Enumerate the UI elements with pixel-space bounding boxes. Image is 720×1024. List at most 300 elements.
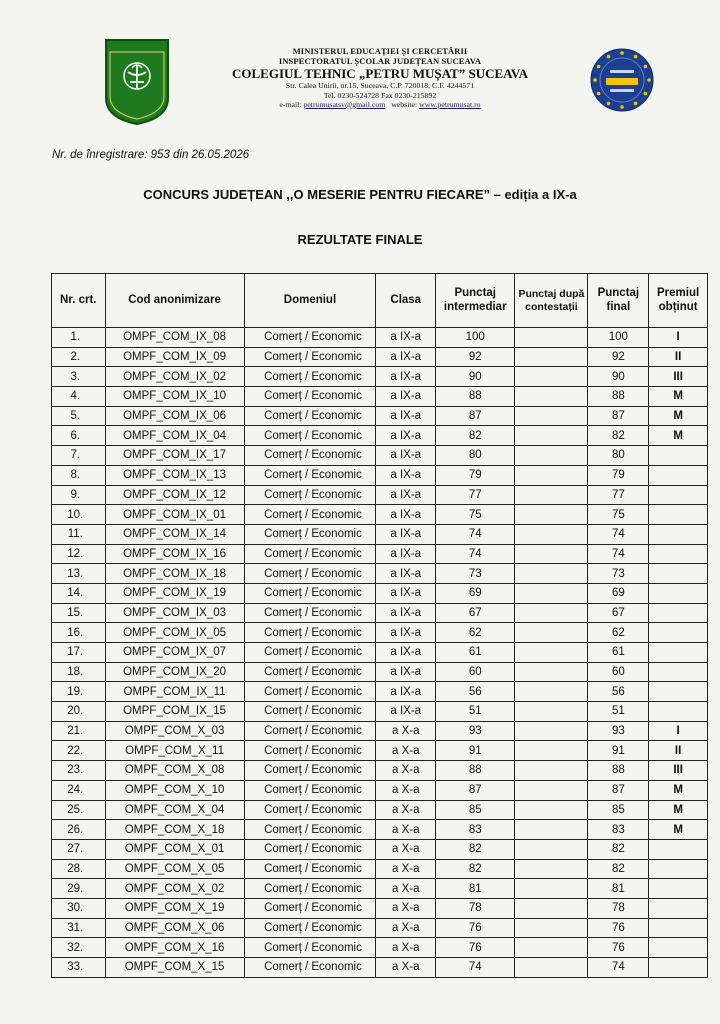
cell-code: OMPF_COM_IX_16 — [105, 544, 244, 564]
cell-prize: I — [649, 721, 708, 741]
cell-prize — [649, 485, 708, 505]
cell-code: OMPF_COM_IX_15 — [105, 702, 244, 722]
cell-prize — [649, 938, 708, 958]
cell-prize: III — [649, 761, 708, 781]
cell-after-appeal — [515, 387, 588, 407]
cell-prize — [649, 623, 708, 643]
cell-prize — [649, 465, 708, 485]
college-phone: Tel. 0230-524728 Fax 0230-215892 — [323, 90, 437, 100]
cell-intermediate: 82 — [436, 839, 515, 859]
cell-code: OMPF_COM_IX_04 — [105, 426, 244, 446]
cell-intermediate: 81 — [436, 879, 515, 899]
cell-class: a X-a — [376, 918, 436, 938]
cell-prize: III — [649, 367, 708, 387]
cell-nr: 24. — [52, 780, 106, 800]
cell-code: OMPF_COM_IX_12 — [105, 485, 244, 505]
cell-domain: Comerț / Economic — [244, 761, 376, 781]
cell-class: a IX-a — [376, 328, 436, 348]
cell-prize — [649, 505, 708, 525]
cell-code: OMPF_COM_IX_17 — [105, 446, 244, 466]
cell-intermediate: 73 — [436, 564, 515, 584]
table-row — [52, 426, 708, 446]
table-row — [52, 367, 708, 387]
table-row — [52, 623, 708, 643]
header-code: Cod anonimizare — [105, 274, 244, 328]
cell-intermediate: 88 — [436, 761, 515, 781]
cell-domain: Comerț / Economic — [244, 820, 376, 840]
cell-domain: Comerț / Economic — [244, 406, 376, 426]
cell-intermediate: 82 — [436, 426, 515, 446]
cell-intermediate: 88 — [436, 387, 515, 407]
cell-class: a X-a — [376, 800, 436, 820]
cell-class: a X-a — [376, 761, 436, 781]
cell-after-appeal — [515, 820, 588, 840]
cell-final: 82 — [588, 859, 649, 879]
cell-code: OMPF_COM_X_08 — [105, 761, 244, 781]
table-row — [52, 465, 708, 485]
table-row — [52, 347, 708, 367]
cell-final: 67 — [588, 603, 649, 623]
cell-intermediate: 91 — [436, 741, 515, 761]
ministry-name: MINISTERUL EDUCAȚIEI ȘI CERCETĂRII — [292, 46, 468, 56]
college-address: Str. Calea Unirii, nr.15, Suceava, C.P. 720018, C.F. 4244571 — [285, 81, 475, 91]
table-row — [52, 938, 708, 958]
cell-intermediate: 82 — [436, 859, 515, 879]
cell-code: OMPF_COM_IX_19 — [105, 583, 244, 603]
letterhead — [190, 46, 570, 109]
cell-after-appeal — [515, 918, 588, 938]
cell-prize: M — [649, 406, 708, 426]
header-intermediate: Punctaj intermediar — [436, 274, 515, 328]
cell-code: OMPF_COM_X_01 — [105, 839, 244, 859]
cell-domain: Comerț / Economic — [244, 800, 376, 820]
cell-class: a X-a — [376, 780, 436, 800]
cell-after-appeal — [515, 938, 588, 958]
cell-final: 78 — [588, 898, 649, 918]
cell-code: OMPF_COM_IX_08 — [105, 328, 244, 348]
cell-domain: Comerț / Economic — [244, 465, 376, 485]
table-row — [52, 564, 708, 584]
cell-after-appeal — [515, 721, 588, 741]
cell-after-appeal — [515, 662, 588, 682]
table-row — [52, 820, 708, 840]
cell-code: OMPF_COM_IX_13 — [105, 465, 244, 485]
cell-domain: Comerț / Economic — [244, 603, 376, 623]
cell-class: a IX-a — [376, 544, 436, 564]
cell-final: 74 — [588, 544, 649, 564]
cell-class: a IX-a — [376, 387, 436, 407]
cell-prize: M — [649, 426, 708, 446]
cell-final: 73 — [588, 564, 649, 584]
cell-class: a X-a — [376, 898, 436, 918]
website-label: website: — [391, 99, 418, 109]
cell-class: a IX-a — [376, 524, 436, 544]
cell-intermediate: 85 — [436, 800, 515, 820]
cell-final: 51 — [588, 702, 649, 722]
cell-class: a IX-a — [376, 623, 436, 643]
cell-class: a X-a — [376, 721, 436, 741]
cell-intermediate: 60 — [436, 662, 515, 682]
header-domain: Domeniul — [244, 274, 376, 328]
cell-domain: Comerț / Economic — [244, 643, 376, 663]
cell-prize: I — [649, 328, 708, 348]
cell-class: a X-a — [376, 938, 436, 958]
cell-nr: 11. — [52, 524, 106, 544]
cell-after-appeal — [515, 879, 588, 899]
cell-final: 77 — [588, 485, 649, 505]
cell-domain: Comerț / Economic — [244, 564, 376, 584]
cell-after-appeal — [515, 800, 588, 820]
cell-domain: Comerț / Economic — [244, 367, 376, 387]
cell-prize: II — [649, 347, 708, 367]
cell-final: 75 — [588, 505, 649, 525]
cell-after-appeal — [515, 524, 588, 544]
cell-intermediate: 74 — [436, 544, 515, 564]
cell-domain: Comerț / Economic — [244, 662, 376, 682]
cell-prize — [649, 702, 708, 722]
cell-final: 87 — [588, 406, 649, 426]
email-label: e-mail: — [279, 99, 302, 109]
cell-nr: 13. — [52, 564, 106, 584]
cell-code: OMPF_COM_IX_20 — [105, 662, 244, 682]
cell-prize — [649, 958, 708, 978]
cell-final: 88 — [588, 761, 649, 781]
cell-domain: Comerț / Economic — [244, 741, 376, 761]
cell-prize — [649, 682, 708, 702]
cell-nr: 20. — [52, 702, 106, 722]
table-row — [52, 583, 708, 603]
header-final: Punctaj final — [588, 274, 649, 328]
cell-prize — [649, 583, 708, 603]
cell-class: a IX-a — [376, 406, 436, 426]
cell-final: 60 — [588, 662, 649, 682]
cell-nr: 23. — [52, 761, 106, 781]
registration-number: Nr. de înregistrare: 953 din 26.05.2026 — [52, 149, 250, 161]
cell-after-appeal — [515, 328, 588, 348]
cell-nr: 18. — [52, 662, 106, 682]
cell-intermediate: 78 — [436, 898, 515, 918]
results-table-body — [52, 328, 708, 978]
cell-after-appeal — [515, 505, 588, 525]
cell-after-appeal — [515, 859, 588, 879]
cell-class: a X-a — [376, 820, 436, 840]
cell-code: OMPF_COM_X_03 — [105, 721, 244, 741]
cell-class: a IX-a — [376, 662, 436, 682]
european-label-logo — [590, 48, 654, 112]
cell-intermediate: 76 — [436, 938, 515, 958]
cell-code: OMPF_COM_X_02 — [105, 879, 244, 899]
cell-nr: 14. — [52, 583, 106, 603]
cell-class: a IX-a — [376, 426, 436, 446]
cell-prize — [649, 524, 708, 544]
cell-after-appeal — [515, 544, 588, 564]
results-table — [51, 273, 708, 978]
cell-prize — [649, 879, 708, 899]
cell-domain: Comerț / Economic — [244, 524, 376, 544]
cell-after-appeal — [515, 426, 588, 446]
table-row — [52, 328, 708, 348]
cell-class: a IX-a — [376, 564, 436, 584]
cell-intermediate: 61 — [436, 643, 515, 663]
cell-nr: 7. — [52, 446, 106, 466]
cell-prize — [649, 898, 708, 918]
header-nr: Nr. crt. — [52, 274, 106, 328]
cell-domain: Comerț / Economic — [244, 702, 376, 722]
cell-nr: 17. — [52, 643, 106, 663]
cell-intermediate: 76 — [436, 918, 515, 938]
cell-prize — [649, 544, 708, 564]
cell-intermediate: 87 — [436, 780, 515, 800]
cell-intermediate: 74 — [436, 958, 515, 978]
cell-class: a IX-a — [376, 485, 436, 505]
cell-final: 83 — [588, 820, 649, 840]
cell-final: 87 — [588, 780, 649, 800]
cell-nr: 4. — [52, 387, 106, 407]
header-class: Clasa — [376, 274, 436, 328]
cell-intermediate: 92 — [436, 347, 515, 367]
cell-domain: Comerț / Economic — [244, 387, 376, 407]
table-row — [52, 643, 708, 663]
cell-intermediate: 87 — [436, 406, 515, 426]
header-prize: Premiul obținut — [649, 274, 708, 328]
cell-prize — [649, 603, 708, 623]
cell-intermediate: 90 — [436, 367, 515, 387]
cell-prize — [649, 839, 708, 859]
table-row — [52, 524, 708, 544]
cell-intermediate: 51 — [436, 702, 515, 722]
cell-nr: 19. — [52, 682, 106, 702]
cell-class: a IX-a — [376, 603, 436, 623]
cell-intermediate: 62 — [436, 623, 515, 643]
school-crest-logo — [104, 38, 170, 126]
cell-class: a IX-a — [376, 446, 436, 466]
cell-after-appeal — [515, 839, 588, 859]
table-row — [52, 406, 708, 426]
cell-final: 88 — [588, 387, 649, 407]
cell-code: OMPF_COM_X_06 — [105, 918, 244, 938]
table-row — [52, 544, 708, 564]
cell-after-appeal — [515, 682, 588, 702]
cell-nr: 32. — [52, 938, 106, 958]
table-row — [52, 505, 708, 525]
cell-class: a X-a — [376, 958, 436, 978]
email-link[interactable]: petrumusatsv@gmail.com — [303, 99, 386, 109]
cell-nr: 16. — [52, 623, 106, 643]
cell-domain: Comerț / Economic — [244, 879, 376, 899]
cell-after-appeal — [515, 958, 588, 978]
cell-class: a IX-a — [376, 347, 436, 367]
cell-intermediate: 93 — [436, 721, 515, 741]
cell-domain: Comerț / Economic — [244, 623, 376, 643]
college-contacts — [190, 100, 570, 109]
cell-intermediate: 56 — [436, 682, 515, 702]
cell-nr: 15. — [52, 603, 106, 623]
header-after-appeal: Punctaj după contestații — [515, 274, 588, 328]
cell-final: 62 — [588, 623, 649, 643]
cell-nr: 22. — [52, 741, 106, 761]
cell-class: a IX-a — [376, 643, 436, 663]
table-row — [52, 958, 708, 978]
cell-final: 90 — [588, 367, 649, 387]
cell-domain: Comerț / Economic — [244, 918, 376, 938]
cell-code: OMPF_COM_IX_10 — [105, 387, 244, 407]
cell-prize — [649, 918, 708, 938]
cell-domain: Comerț / Economic — [244, 485, 376, 505]
cell-intermediate: 74 — [436, 524, 515, 544]
cell-after-appeal — [515, 623, 588, 643]
table-row — [52, 800, 708, 820]
cell-intermediate: 80 — [436, 446, 515, 466]
table-row — [52, 603, 708, 623]
table-row — [52, 682, 708, 702]
table-row — [52, 662, 708, 682]
cell-class: a X-a — [376, 839, 436, 859]
cell-final: 92 — [588, 347, 649, 367]
cell-intermediate: 79 — [436, 465, 515, 485]
cell-intermediate: 100 — [436, 328, 515, 348]
cell-final: 76 — [588, 918, 649, 938]
cell-intermediate: 75 — [436, 505, 515, 525]
cell-prize — [649, 446, 708, 466]
cell-code: OMPF_COM_X_15 — [105, 958, 244, 978]
cell-domain: Comerț / Economic — [244, 721, 376, 741]
cell-final: 85 — [588, 800, 649, 820]
cell-after-appeal — [515, 446, 588, 466]
cell-final: 74 — [588, 958, 649, 978]
cell-after-appeal — [515, 761, 588, 781]
cell-class: a X-a — [376, 879, 436, 899]
cell-after-appeal — [515, 643, 588, 663]
cell-final: 91 — [588, 741, 649, 761]
cell-code: OMPF_COM_X_19 — [105, 898, 244, 918]
cell-domain: Comerț / Economic — [244, 682, 376, 702]
cell-class: a X-a — [376, 741, 436, 761]
cell-final: 61 — [588, 643, 649, 663]
cell-code: OMPF_COM_X_11 — [105, 741, 244, 761]
cell-intermediate: 77 — [436, 485, 515, 505]
cell-code: OMPF_COM_IX_03 — [105, 603, 244, 623]
cell-nr: 5. — [52, 406, 106, 426]
cell-prize — [649, 564, 708, 584]
cell-class: a X-a — [376, 859, 436, 879]
cell-nr: 21. — [52, 721, 106, 741]
cell-nr: 8. — [52, 465, 106, 485]
cell-domain: Comerț / Economic — [244, 426, 376, 446]
cell-final: 56 — [588, 682, 649, 702]
table-header-row — [52, 274, 708, 328]
cell-class: a IX-a — [376, 702, 436, 722]
cell-class: a IX-a — [376, 505, 436, 525]
cell-after-appeal — [515, 583, 588, 603]
cell-code: OMPF_COM_X_04 — [105, 800, 244, 820]
cell-code: OMPF_COM_IX_14 — [105, 524, 244, 544]
cell-after-appeal — [515, 367, 588, 387]
results-title: REZULTATE FINALE — [297, 232, 423, 247]
cell-nr: 33. — [52, 958, 106, 978]
cell-final: 100 — [588, 328, 649, 348]
cell-after-appeal — [515, 603, 588, 623]
cell-nr: 2. — [52, 347, 106, 367]
cell-prize — [649, 662, 708, 682]
table-row — [52, 780, 708, 800]
cell-nr: 9. — [52, 485, 106, 505]
cell-code: OMPF_COM_IX_11 — [105, 682, 244, 702]
cell-nr: 31. — [52, 918, 106, 938]
cell-code: OMPF_COM_X_16 — [105, 938, 244, 958]
cell-after-appeal — [515, 702, 588, 722]
cell-code: OMPF_COM_IX_09 — [105, 347, 244, 367]
table-row — [52, 898, 708, 918]
cell-final: 82 — [588, 426, 649, 446]
cell-code: OMPF_COM_X_10 — [105, 780, 244, 800]
table-row — [52, 918, 708, 938]
table-row — [52, 839, 708, 859]
cell-nr: 10. — [52, 505, 106, 525]
cell-prize: M — [649, 820, 708, 840]
cell-code: OMPF_COM_IX_06 — [105, 406, 244, 426]
cell-after-appeal — [515, 465, 588, 485]
cell-final: 81 — [588, 879, 649, 899]
cell-domain: Comerț / Economic — [244, 898, 376, 918]
cell-after-appeal — [515, 485, 588, 505]
cell-prize: M — [649, 387, 708, 407]
cell-after-appeal — [515, 780, 588, 800]
cell-code: OMPF_COM_IX_01 — [105, 505, 244, 525]
cell-domain: Comerț / Economic — [244, 958, 376, 978]
cell-domain: Comerț / Economic — [244, 347, 376, 367]
cell-class: a IX-a — [376, 682, 436, 702]
cell-final: 80 — [588, 446, 649, 466]
cell-after-appeal — [515, 406, 588, 426]
cell-final: 74 — [588, 524, 649, 544]
cell-code: OMPF_COM_IX_18 — [105, 564, 244, 584]
cell-class: a IX-a — [376, 367, 436, 387]
cell-domain: Comerț / Economic — [244, 583, 376, 603]
website-link[interactable]: www.petrumusat.ro — [419, 99, 481, 109]
contest-title: CONCURS JUDEȚEAN ,,O MESERIE PENTRU FIECARE” – ediția a IX-a — [143, 187, 577, 202]
cell-domain: Comerț / Economic — [244, 938, 376, 958]
cell-class: a IX-a — [376, 583, 436, 603]
cell-nr: 1. — [52, 328, 106, 348]
table-row — [52, 485, 708, 505]
table-row — [52, 446, 708, 466]
cell-final: 79 — [588, 465, 649, 485]
table-row — [52, 879, 708, 899]
cell-class: a IX-a — [376, 465, 436, 485]
cell-code: OMPF_COM_IX_07 — [105, 643, 244, 663]
cell-final: 82 — [588, 839, 649, 859]
table-row — [52, 721, 708, 741]
table-row — [52, 741, 708, 761]
cell-nr: 6. — [52, 426, 106, 446]
cell-nr: 28. — [52, 859, 106, 879]
cell-domain: Comerț / Economic — [244, 839, 376, 859]
cell-prize: M — [649, 800, 708, 820]
cell-prize — [649, 643, 708, 663]
cell-intermediate: 67 — [436, 603, 515, 623]
college-name: COLEGIUL TEHNIC „PETRU MUȘAT” SUCEAVA — [232, 66, 528, 82]
table-row — [52, 859, 708, 879]
cell-after-appeal — [515, 564, 588, 584]
cell-nr: 29. — [52, 879, 106, 899]
cell-domain: Comerț / Economic — [244, 446, 376, 466]
cell-nr: 27. — [52, 839, 106, 859]
table-row — [52, 702, 708, 722]
cell-code: OMPF_COM_X_05 — [105, 859, 244, 879]
cell-prize: M — [649, 780, 708, 800]
cell-nr: 25. — [52, 800, 106, 820]
cell-code: OMPF_COM_IX_05 — [105, 623, 244, 643]
